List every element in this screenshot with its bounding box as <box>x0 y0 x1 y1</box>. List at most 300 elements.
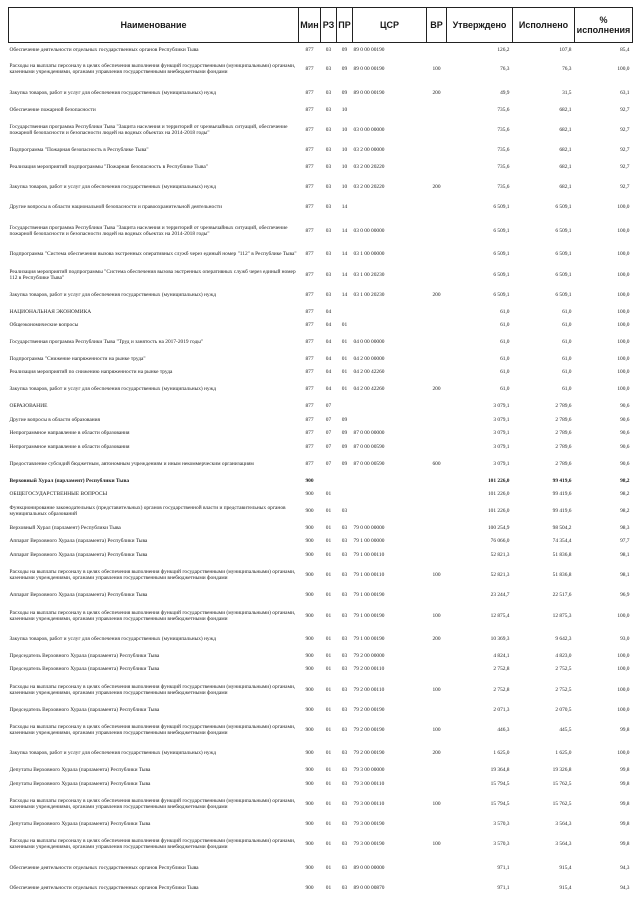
row-min: 900 <box>305 524 314 531</box>
table-row <box>9 285 633 305</box>
row-pct: 99,8 <box>620 841 630 848</box>
table-row <box>9 878 633 898</box>
row-approved: 101 226,0 <box>487 508 510 514</box>
row-rz: 03 <box>325 204 332 211</box>
table-row <box>9 629 633 649</box>
table-row <box>9 332 633 352</box>
row-pr: 09 <box>341 460 348 467</box>
row-rz: 01 <box>325 750 332 757</box>
row-name: Закупка товаров, работ и услуг для обеспечения государственных (муниципальных) нужд <box>9 636 217 643</box>
row-vr: 100 <box>432 66 441 73</box>
row-vr <box>427 535 447 549</box>
row-vr: 200 <box>432 291 441 298</box>
table-row <box>9 157 633 177</box>
row-pr: 01 <box>341 369 348 376</box>
budget-execution-sheet <box>8 7 632 898</box>
row-rz: 03 <box>325 291 332 298</box>
row-approved: 76,3 <box>500 66 510 73</box>
row-csr <box>353 487 427 501</box>
table-row <box>9 521 633 535</box>
row-min: 900 <box>305 636 314 643</box>
row-pr: 03 <box>341 666 348 673</box>
row-name: Депутаты Верховного Хурала (парламента) Республики Тыва <box>9 780 151 787</box>
row-rz: 01 <box>325 780 332 787</box>
row-min: 877 <box>305 308 314 315</box>
row-min: 877 <box>305 184 314 191</box>
row-vr <box>427 318 447 332</box>
row-approved: 61,0 <box>500 386 510 393</box>
row-pct: 90,6 <box>620 443 630 450</box>
row-min: 877 <box>305 251 314 258</box>
row-min: 877 <box>305 430 314 437</box>
row-rz: 01 <box>325 864 332 871</box>
row-min: 877 <box>305 271 314 278</box>
row-rz: 01 <box>325 821 332 828</box>
row-name: Реализация мероприятий подпрограммы "Пожарная безопасность в Республике Тыва" <box>9 164 208 171</box>
table-row <box>9 244 633 264</box>
row-csr: 79 3 00 00110 <box>353 780 385 787</box>
row-min: 877 <box>305 355 314 362</box>
row-executed: 4 823,0 <box>555 652 572 659</box>
row-name: Государственная программа Республики Тыва "Защита населения и территорий от чрезвычайных ситуаций, обеспечение пожарной безопасности и безопасности людей на водных объектах на 2014-2018 годы" <box>9 123 288 136</box>
row-pr: 03 <box>341 572 348 579</box>
row-approved: 735,6 <box>497 106 510 113</box>
table-row <box>9 366 633 380</box>
row-name: Закупка товаров, работ и услуг для обеспечения государственных (муниципальных) нужд <box>9 750 217 757</box>
row-name: Депутаты Верховного Хурала (парламента) Республики Тыва <box>9 767 151 774</box>
row-pr: 03 <box>341 652 348 659</box>
row-approved: 10 369,3 <box>490 636 510 643</box>
row-approved: 101 226,0 <box>487 491 510 498</box>
row-min: 900 <box>305 538 314 545</box>
row-approved: 6 509,1 <box>493 291 510 298</box>
row-executed: 2 789,6 <box>555 403 572 410</box>
row-approved: 735,6 <box>497 126 510 133</box>
row-vr <box>427 487 447 501</box>
row-pct: 100,0 <box>617 308 630 315</box>
row-name: Расходы на выплаты персоналу в целях обеспечения выполнения функций государственными (муниципальными) органами, казенными учреждениями, органами управления государственными внебюджетными фондами <box>9 798 296 811</box>
row-pr: 03 <box>341 706 348 713</box>
row-min: 877 <box>305 369 314 376</box>
row-pr: 03 <box>341 801 348 808</box>
row-executed: 31,5 <box>562 89 572 96</box>
row-rz: 07 <box>325 460 332 467</box>
row-approved: 6 509,1 <box>493 251 510 258</box>
header-row <box>9 8 633 43</box>
row-name: Расходы на выплаты персоналу в целях обеспечения выполнения функций государственными (муниципальными) органами, казенными учреждениями, органами управления государственными внебюджетными фондами <box>9 683 296 696</box>
row-approved: 61,0 <box>500 338 510 345</box>
row-pr: 01 <box>341 338 348 345</box>
row-name: Непрограммное направление в области образования <box>9 443 130 450</box>
row-vr <box>427 703 447 717</box>
row-approved: 4 824,1 <box>493 652 510 659</box>
row-min: 900 <box>305 821 314 828</box>
row-executed: 2 789,6 <box>555 443 572 450</box>
header-pct: % исполнения <box>575 8 633 43</box>
row-pr: 03 <box>341 592 348 599</box>
row-rz: 03 <box>325 46 332 53</box>
row-approved: 1 625,0 <box>493 750 510 757</box>
row-executed: 682,1 <box>559 106 572 113</box>
row-executed: 2 789,6 <box>555 460 572 467</box>
row-approved: 6 509,1 <box>493 227 510 234</box>
row-rz: 01 <box>325 686 332 693</box>
row-vr <box>427 663 447 677</box>
table-row <box>9 440 633 454</box>
row-rz: 01 <box>325 706 332 713</box>
row-executed: 74 354,4 <box>552 538 572 545</box>
row-approved: 446,3 <box>497 726 510 733</box>
row-pct: 98,2 <box>620 491 630 498</box>
row-rz: 01 <box>325 524 332 531</box>
row-vr <box>427 501 447 521</box>
table-row <box>9 379 633 399</box>
row-rz: 01 <box>325 652 332 659</box>
row-executed: 915,4 <box>559 885 572 892</box>
row-min: 900 <box>305 864 314 871</box>
row-csr: 79 2 00 00190 <box>353 750 385 757</box>
row-pct: 90,6 <box>620 416 630 423</box>
row-approved: 100 254,9 <box>487 524 510 531</box>
row-pct: 96,9 <box>620 592 630 599</box>
row-approved: 971,1 <box>497 885 510 892</box>
row-rz: 01 <box>325 666 332 673</box>
table-row <box>9 831 633 858</box>
row-pct: 98,1 <box>620 552 630 558</box>
row-rz: 01 <box>325 612 332 619</box>
row-csr: 87 0 00 00590 <box>353 460 385 467</box>
row-pr: 09 <box>341 66 348 73</box>
row-approved: 15 794,5 <box>490 780 510 787</box>
row-min: 900 <box>305 592 314 599</box>
row-csr: 03 0 00 00000 <box>353 227 385 234</box>
row-pct: 85,4 <box>620 46 630 53</box>
row-csr: 89 0 00 00000 <box>353 864 385 871</box>
row-min: 877 <box>305 338 314 345</box>
row-csr: 04 2 00 42260 <box>353 369 385 376</box>
row-csr: 03 1 00 20230 <box>353 291 385 298</box>
row-pr: 03 <box>341 508 348 514</box>
row-csr <box>353 399 427 413</box>
row-pct: 99,8 <box>620 780 630 787</box>
table-row <box>9 399 633 413</box>
table-row <box>9 474 633 488</box>
row-csr: 03 0 00 00000 <box>353 126 385 133</box>
row-rz: 01 <box>325 491 332 498</box>
row-rz: 01 <box>325 801 332 808</box>
row-csr <box>353 501 427 521</box>
table-row <box>9 56 633 83</box>
row-csr: 89 0 00 00870 <box>353 885 385 892</box>
row-executed: 19 326,8 <box>552 767 572 774</box>
table-row <box>9 791 633 818</box>
row-pr <box>337 487 353 501</box>
row-executed: 61,0 <box>562 308 572 315</box>
header-name: Наименование <box>9 8 299 43</box>
row-executed: 12 875,3 <box>552 612 572 619</box>
row-pct: 99,8 <box>620 821 630 828</box>
table-row <box>9 676 633 703</box>
row-executed: 6 509,1 <box>555 204 572 211</box>
header-approved: Утверждено <box>447 8 513 43</box>
row-name: Председатель Верховного Хурала (парламента) Республики Тыва <box>9 706 160 713</box>
row-pct: 100,0 <box>617 251 630 258</box>
row-rz: 01 <box>325 636 332 643</box>
row-pr: 01 <box>341 322 348 329</box>
row-pct: 100,0 <box>617 291 630 298</box>
row-name: Аппарат Верховного Хурала (парламента) Республики Тыва <box>9 592 148 599</box>
row-csr: 79 1 00 00190 <box>353 592 385 599</box>
row-name: ОБЩЕГОСУДАРСТВЕННЫЕ ВОПРОСЫ <box>9 491 108 498</box>
row-approved: 3 079,1 <box>493 403 510 410</box>
row-approved: 2 752,8 <box>493 666 510 673</box>
row-pr: 03 <box>341 767 348 774</box>
row-pr: 03 <box>341 841 348 848</box>
row-executed: 682,1 <box>559 164 572 171</box>
table-row <box>9 264 633 284</box>
row-vr <box>427 474 447 488</box>
row-pr <box>337 305 353 319</box>
row-approved: 735,6 <box>497 184 510 191</box>
row-min: 900 <box>305 885 314 892</box>
row-vr: 200 <box>432 386 441 393</box>
row-name: Государственная программа Республики Тыва "Защита населения и территорий от чрезвычайных ситуаций, обеспечение пожарной безопасности и безопасности людей на водных объектах на 2014-2018 годы" <box>9 224 288 237</box>
row-rz: 01 <box>325 508 332 514</box>
row-vr: 200 <box>432 184 441 191</box>
row-rz: 03 <box>325 164 332 171</box>
row-vr: 200 <box>432 750 441 757</box>
row-executed: 99 419,6 <box>552 477 572 484</box>
row-vr: 200 <box>432 636 441 643</box>
table-row <box>9 764 633 778</box>
row-executed: 99 419,6 <box>552 491 572 498</box>
row-executed: 682,1 <box>559 126 572 133</box>
row-executed: 2 789,6 <box>555 416 572 423</box>
row-approved: 3 079,1 <box>493 416 510 423</box>
row-approved: 2 752,8 <box>493 686 510 693</box>
row-rz: 07 <box>325 443 332 450</box>
row-min: 900 <box>305 750 314 757</box>
row-rz <box>321 474 337 488</box>
row-pr: 03 <box>341 821 348 828</box>
row-csr: 79 2 00 00000 <box>353 652 385 659</box>
row-name: Расходы на выплаты персоналу в целях обеспечения выполнения функций государственными (муниципальными) органами, казенными учреждениями, органами управления государственными внебюджетными фондами <box>9 609 296 622</box>
table-row <box>9 858 633 878</box>
row-approved: 6 509,1 <box>493 271 510 278</box>
row-vr <box>427 305 447 319</box>
row-executed: 51 836,8 <box>552 572 572 579</box>
table-row <box>9 717 633 744</box>
row-pr: 03 <box>341 864 348 871</box>
row-executed: 51 836,8 <box>552 552 572 558</box>
row-executed: 61,0 <box>562 322 572 329</box>
row-csr: 79 2 00 00190 <box>353 726 385 733</box>
row-pr: 03 <box>341 612 348 619</box>
row-pct: 100,0 <box>617 652 630 659</box>
row-rz: 07 <box>325 416 332 423</box>
row-name: Обеспечение деятельности отдельных государственных органов Республики Тыва <box>9 885 199 892</box>
row-pct: 90,6 <box>620 430 630 437</box>
row-pct: 98,1 <box>620 572 630 579</box>
row-min: 900 <box>305 477 314 484</box>
row-approved: 61,0 <box>500 322 510 329</box>
header-rz: РЗ <box>321 8 337 43</box>
row-csr: 03 2 00 20220 <box>353 164 385 171</box>
row-csr: 79 3 00 00190 <box>353 841 385 848</box>
row-name: НАЦИОНАЛЬНАЯ ЭКОНОМИКА <box>9 308 92 315</box>
row-name: Обеспечение деятельности отдельных государственных органов Республики Тыва <box>9 46 199 53</box>
row-csr <box>353 305 427 319</box>
header-vr: ВР <box>427 8 447 43</box>
row-vr <box>427 589 447 603</box>
row-executed: 61,0 <box>562 369 572 376</box>
row-pct: 99,8 <box>620 726 630 733</box>
row-name: Аппарат Верховного Хурала (парламента) Республики Тыва <box>9 538 148 545</box>
row-executed: 682,1 <box>559 147 572 154</box>
row-executed: 99 419,6 <box>552 508 572 514</box>
row-executed: 76,3 <box>562 66 572 73</box>
row-name: Подпрограмма "Система обеспечения вызова экстренных оперативных служб через единый номер "112" в Республике Тыва" <box>9 251 297 258</box>
row-rz: 04 <box>325 338 332 345</box>
row-pct: 100,0 <box>617 322 630 329</box>
row-vr <box>427 157 447 177</box>
row-pr: 03 <box>341 552 348 558</box>
row-min: 877 <box>305 46 314 53</box>
row-name: Предоставление субсидий бюджетным, автономным учреждениям и иным некоммерческим организациям <box>9 460 254 467</box>
row-min: 900 <box>305 706 314 713</box>
row-approved: 12 875,4 <box>490 612 510 619</box>
row-csr: 79 3 00 00110 <box>353 801 385 808</box>
row-executed: 6 509,1 <box>555 251 572 258</box>
row-name: Другие вопросы в области национальной безопасности и правоохранительной деятельности <box>9 204 222 211</box>
row-name: Председатель Верховного Хурала (парламента) Республики Тыва <box>9 666 160 673</box>
row-min: 900 <box>305 508 314 514</box>
row-vr: 600 <box>432 460 441 467</box>
row-executed: 915,4 <box>559 864 572 871</box>
row-executed: 6 509,1 <box>555 271 572 278</box>
row-approved: 3 079,1 <box>493 443 510 450</box>
row-csr: 79 1 00 00110 <box>353 552 385 558</box>
row-min: 877 <box>305 126 314 133</box>
table-row <box>9 427 633 441</box>
row-approved: 61,0 <box>500 355 510 362</box>
row-approved: 23 244,7 <box>490 592 510 599</box>
row-approved: 52 821,3 <box>490 572 510 579</box>
row-rz: 04 <box>325 308 332 315</box>
row-name: Другие вопросы в области образования <box>9 416 101 423</box>
table-row <box>9 535 633 549</box>
row-vr <box>427 649 447 663</box>
row-vr <box>427 440 447 454</box>
row-min: 900 <box>305 780 314 787</box>
row-approved: 6 509,1 <box>493 204 510 211</box>
table-row <box>9 817 633 831</box>
row-executed: 15 762,5 <box>552 780 572 787</box>
row-name: Подпрограмма "Пожарная безопасность в Республике Тыва" <box>9 147 149 154</box>
row-vr <box>427 777 447 791</box>
table-row <box>9 589 633 603</box>
header-executed: Исполнено <box>513 8 575 43</box>
row-name: Закупка товаров, работ и услуг для обеспечения государственных (муниципальных) нужд <box>9 184 217 191</box>
row-pr: 01 <box>341 386 348 393</box>
row-name: Реализация мероприятий по снижению напряженности на рынке труда <box>9 369 173 376</box>
row-min: 900 <box>305 572 314 579</box>
row-rz: 01 <box>325 572 332 579</box>
row-name: Закупка товаров, работ и услуг для обеспечения государственных (муниципальных) нужд <box>9 89 217 96</box>
row-approved: 3 079,1 <box>493 460 510 467</box>
table-row <box>9 143 633 157</box>
table-row <box>9 318 633 332</box>
row-pr: 14 <box>341 271 348 278</box>
row-pr: 03 <box>341 780 348 787</box>
table-row <box>9 43 633 57</box>
row-executed: 22 517,6 <box>552 592 572 599</box>
row-min: 877 <box>305 106 314 113</box>
row-executed: 1 625,0 <box>555 750 572 757</box>
row-pct: 100,0 <box>617 750 630 757</box>
row-pct: 100,0 <box>617 686 630 693</box>
row-executed: 61,0 <box>562 338 572 345</box>
table-row <box>9 501 633 521</box>
row-csr: 04 2 00 00000 <box>353 355 385 362</box>
row-name: Обеспечение пожарной безопасности <box>9 106 96 113</box>
row-vr <box>427 817 447 831</box>
table-row <box>9 305 633 319</box>
row-pct: 63,1 <box>620 89 630 96</box>
table-row <box>9 197 633 217</box>
row-pr: 14 <box>341 204 348 211</box>
row-rz: 01 <box>325 841 332 848</box>
row-pct: 92,7 <box>620 106 630 113</box>
row-pct: 100,0 <box>617 706 630 713</box>
row-vr: 100 <box>432 612 441 619</box>
row-pct: 90,6 <box>620 460 630 467</box>
row-name: Расходы на выплаты персоналу в целях обеспечения выполнения функций государственными (муниципальными) органами, казенными учреждениями, органами управления государственными внебюджетными фондами <box>9 723 296 736</box>
row-rz: 03 <box>325 227 332 234</box>
row-name: Закупка товаров, работ и услуг для обеспечения государственных (муниципальных) нужд <box>9 291 217 298</box>
row-csr <box>353 103 427 117</box>
row-pr: 09 <box>341 46 348 53</box>
row-pct: 94,3 <box>620 885 630 892</box>
row-name: Расходы на выплаты персоналу в целях обеспечения выполнения функций государственными (муниципальными) органами, казенными учреждениями, органами управления государственными внебюджетными фондами <box>9 569 296 582</box>
row-rz: 01 <box>325 885 332 892</box>
row-vr: 200 <box>432 89 441 96</box>
budget-table <box>8 7 633 898</box>
row-name: Непрограммное направление в области образования <box>9 430 130 437</box>
row-pct: 99,8 <box>620 801 630 808</box>
row-name: Председатель Верховного Хурала (парламента) Республики Тыва <box>9 652 160 659</box>
table-row <box>9 649 633 663</box>
row-vr <box>427 197 447 217</box>
table-row <box>9 487 633 501</box>
row-pr: 14 <box>341 251 348 258</box>
row-vr <box>427 764 447 778</box>
table-row <box>9 743 633 763</box>
row-pr: 10 <box>341 147 348 154</box>
row-rz: 07 <box>325 430 332 437</box>
row-csr: 03 1 00 00000 <box>353 251 385 258</box>
row-rz: 07 <box>325 403 332 410</box>
row-csr: 79 3 00 00000 <box>353 767 385 774</box>
row-csr: 79 2 00 00110 <box>353 686 385 693</box>
row-approved: 15 794,5 <box>490 801 510 808</box>
row-min: 900 <box>305 686 314 693</box>
table-row <box>9 548 633 562</box>
row-min: 877 <box>305 443 314 450</box>
row-rz: 04 <box>325 369 332 376</box>
row-rz: 03 <box>325 106 332 113</box>
header-min: Мин <box>299 8 321 43</box>
